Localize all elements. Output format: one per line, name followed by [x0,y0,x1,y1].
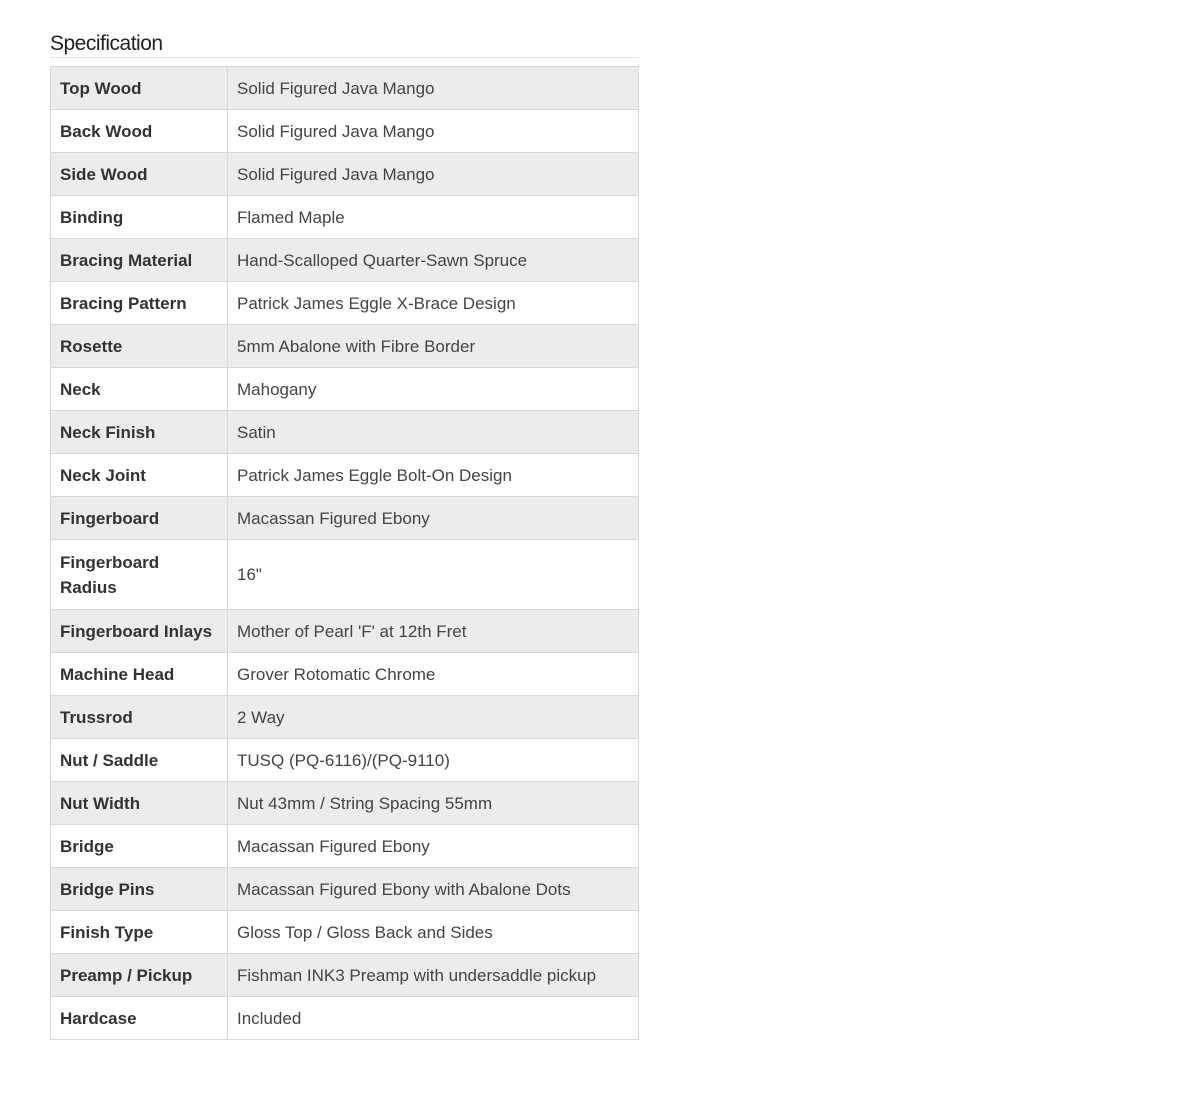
spec-row [51,825,639,868]
spec-label: Bracing Material [51,239,228,282]
spec-value: Patrick James Eggle Bolt-On Design [228,454,639,497]
spec-row [51,325,639,368]
spec-row [51,782,639,825]
spec-row [51,368,639,411]
spec-row [51,653,639,696]
spec-row [51,739,639,782]
spec-value: Patrick James Eggle X-Brace Design [228,282,639,325]
spec-label: Back Wood [51,110,228,153]
spec-row [51,454,639,497]
spec-value: Macassan Figured Ebony with Abalone Dots [228,868,639,911]
spec-label: Bridge Pins [51,868,228,911]
spec-label: Fingerboard [51,497,228,540]
spec-label: Binding [51,196,228,239]
spec-value: Fishman INK3 Preamp with undersaddle pickup [228,954,639,997]
spec-value: TUSQ (PQ-6116)/(PQ-9110) [228,739,639,782]
spec-row [51,282,639,325]
spec-label: Nut Width [51,782,228,825]
spec-row [51,540,639,610]
spec-value: Satin [228,411,639,454]
spec-label: Neck Joint [51,454,228,497]
spec-value: Included [228,997,639,1040]
spec-value: Mahogany [228,368,639,411]
spec-row [51,868,639,911]
spec-value: Grover Rotomatic Chrome [228,653,639,696]
spec-value: Hand-Scalloped Quarter-Sawn Spruce [228,239,639,282]
spec-row [51,67,639,110]
spec-row [51,196,639,239]
spec-row [51,696,639,739]
spec-value: 5mm Abalone with Fibre Border [228,325,639,368]
spec-value: Macassan Figured Ebony [228,497,639,540]
spec-row [51,411,639,454]
spec-row [51,997,639,1040]
specification-table [50,66,639,1040]
spec-label: Bridge [51,825,228,868]
spec-label: Nut / Saddle [51,739,228,782]
spec-row [51,911,639,954]
spec-label: Fingerboard Inlays [51,610,228,653]
spec-label: Hardcase [51,997,228,1040]
spec-value: Macassan Figured Ebony [228,825,639,868]
spec-row [51,239,639,282]
specification-section [50,30,639,1040]
spec-value: Solid Figured Java Mango [228,153,639,196]
spec-row [51,153,639,196]
spec-label: Preamp / Pickup [51,954,228,997]
spec-row [51,610,639,653]
spec-row [51,497,639,540]
spec-value: Mother of Pearl 'F' at 12th Fret [228,610,639,653]
spec-label: Trussrod [51,696,228,739]
spec-value: Nut 43mm / String Spacing 55mm [228,782,639,825]
spec-label: Neck Finish [51,411,228,454]
spec-label: Rosette [51,325,228,368]
spec-value: Gloss Top / Gloss Back and Sides [228,911,639,954]
spec-value: 2 Way [228,696,639,739]
spec-label: Neck [51,368,228,411]
spec-value: Flamed Maple [228,196,639,239]
spec-label: Bracing Pattern [51,282,228,325]
spec-label: Top Wood [51,67,228,110]
section-title: Specification [50,30,639,58]
spec-row [51,110,639,153]
spec-label: Fingerboard Radius [51,540,228,610]
spec-row [51,954,639,997]
spec-value: Solid Figured Java Mango [228,110,639,153]
spec-value: Solid Figured Java Mango [228,67,639,110]
spec-label: Side Wood [51,153,228,196]
specification-table-body [51,67,639,1040]
spec-label: Finish Type [51,911,228,954]
spec-label: Machine Head [51,653,228,696]
spec-value: 16" [228,540,639,610]
